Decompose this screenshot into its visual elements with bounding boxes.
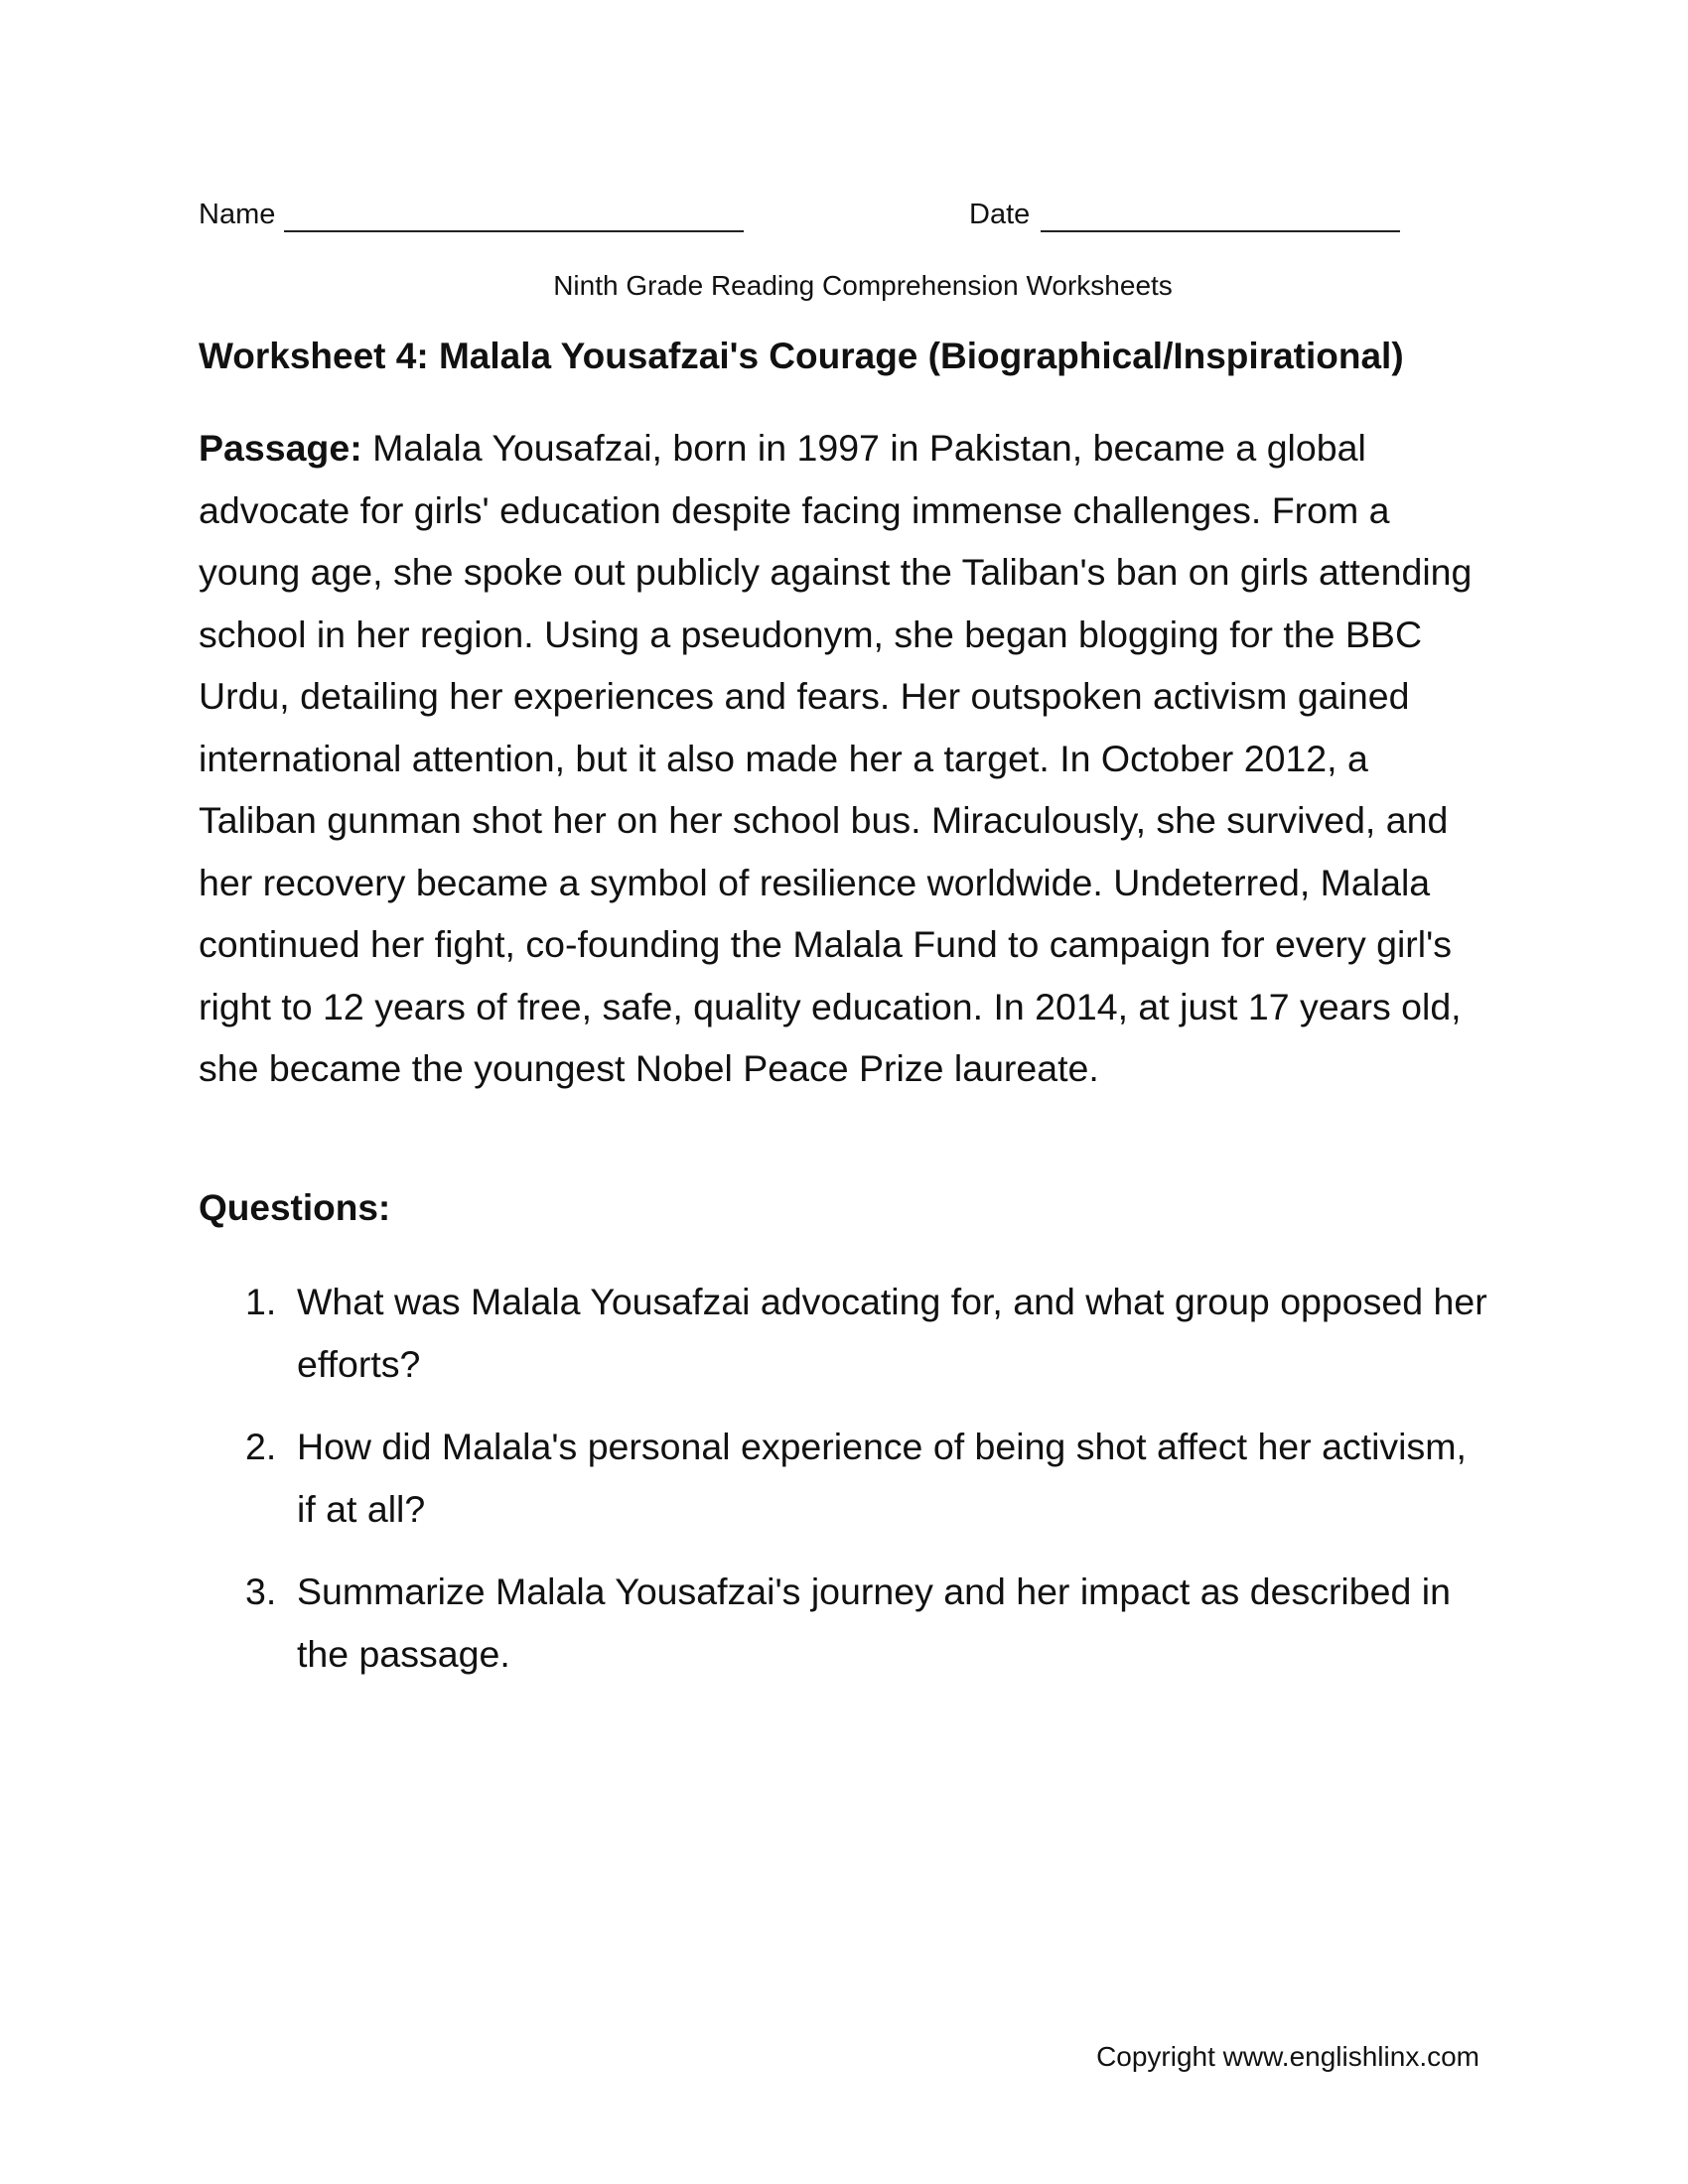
question-item xyxy=(199,1561,1489,1685)
worksheet-subtitle: Ninth Grade Reading Comprehension Worksheets xyxy=(553,270,1173,301)
passage-text: Malala Yousafzai, born in 1997 in Pakistan, became a global advocate for girls' education despite facing immense challenges. From a young age, she spoke out publicly against the Taliban's ban on girls attending school in her region. Using a pseudonym, she began blogging for the BBC Urdu, detailing her experiences and fears. Her outspoken activism gained international attention, but it also made her a target. In October 2012, a Taliban gunman shot her on her school bus. Miraculously, she survived, and her recovery became a symbol of resilience worldwide. Undeterred, Malala continued her fight, co-founding the Malala Fund to campaign for every girl's right to 12 years of free, safe, quality education. In 2014, at just 17 years old, she became the youngest Nobel Peace Prize laureate. xyxy=(199,427,1473,1089)
questions-heading: Questions: xyxy=(199,1187,391,1228)
date-label: Date xyxy=(969,199,1031,230)
passage xyxy=(199,417,1489,1100)
passage-label: Passage: xyxy=(199,427,362,469)
question-item xyxy=(199,1271,1489,1395)
copyright-footer: Copyright www.englishlinx.com xyxy=(1096,2041,1479,2072)
name-blank-line xyxy=(284,230,744,232)
question-number: 3. xyxy=(245,1570,277,1612)
name-date-row xyxy=(199,199,1489,238)
question-number: 1. xyxy=(245,1281,277,1322)
name-label: Name xyxy=(199,199,276,230)
question-text: How did Malala's personal experience of being shot affect her activism, if at all? xyxy=(297,1426,1467,1530)
question-text: Summarize Malala Yousafzai's journey and her impact as described in the passage. xyxy=(297,1570,1451,1675)
worksheet-title: Worksheet 4: Malala Yousafzai's Courage (Biographical/Inspirational) xyxy=(199,336,1404,376)
date-blank-line xyxy=(1041,230,1400,232)
question-text: What was Malala Yousafzai advocating for, and what group opposed her efforts? xyxy=(297,1281,1487,1385)
questions-list xyxy=(199,1271,1489,1706)
question-number: 2. xyxy=(245,1426,277,1467)
question-item xyxy=(199,1416,1489,1540)
